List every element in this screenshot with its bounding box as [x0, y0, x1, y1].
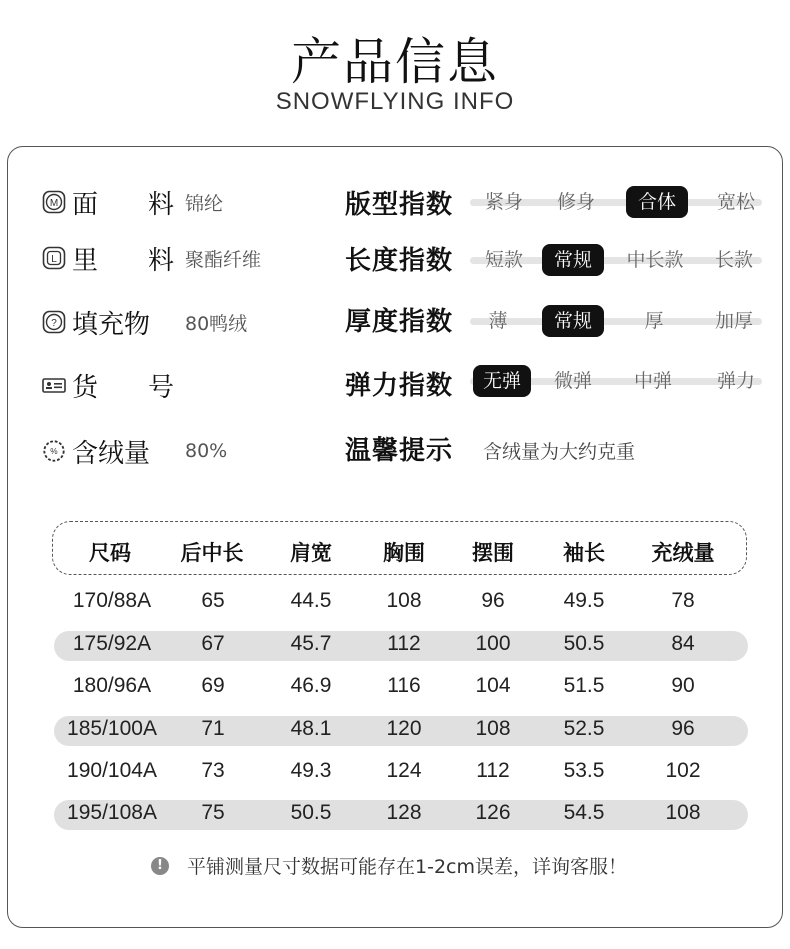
table-cell: 65 — [201, 589, 225, 612]
table-cell: 73 — [201, 759, 225, 782]
table-cell: 112 — [476, 759, 510, 782]
table-cell: 104 — [475, 674, 511, 697]
attr-label: 里 — [72, 245, 99, 276]
scale-option: 薄 — [488, 310, 508, 332]
table-cell: 190/104A — [67, 759, 157, 782]
attr-label: 面 — [72, 189, 99, 220]
table-cell: 108 — [386, 589, 422, 612]
index-name: 长度指数 — [345, 245, 454, 276]
scale-option: 弹力 — [716, 370, 755, 392]
scale-option: 短款 — [484, 249, 523, 271]
table-cell: 49.5 — [563, 589, 605, 612]
svg-text:L: L — [51, 254, 57, 265]
attr-value: 聚酯纤维 — [185, 248, 262, 271]
table-cell: 45.7 — [290, 632, 332, 655]
thickness-scale — [470, 301, 762, 341]
svg-text:M: M — [49, 198, 59, 209]
attr-value: 80% — [185, 440, 228, 462]
table-cell: 67 — [201, 632, 225, 655]
attr-label: 料 — [147, 245, 174, 276]
table-cell: 128 — [386, 801, 422, 824]
scale-option-selected: 无弹 — [473, 365, 531, 397]
l-square-icon — [42, 246, 66, 270]
table-cell: 84 — [671, 632, 695, 655]
index-name: 厚度指数 — [345, 306, 454, 337]
table-header-sleeve: 袖长 — [563, 541, 605, 565]
index-fit — [345, 182, 465, 222]
table-cell: 71 — [201, 717, 225, 740]
warm-tip-text: 含绒量为大约克重 — [483, 441, 636, 463]
attr-label: 含绒量 — [72, 438, 151, 469]
table-cell: 185/100A — [67, 717, 157, 740]
table-cell: 116 — [387, 674, 421, 697]
table-cell: 108 — [475, 717, 511, 740]
table-cell: 52.5 — [563, 717, 605, 740]
table-cell: 100 — [475, 632, 511, 655]
scale-option: 宽松 — [716, 191, 755, 213]
attr-fabric — [42, 182, 224, 222]
table-cell: 50.5 — [563, 632, 605, 655]
scale-option-selected: 常规 — [542, 244, 604, 276]
fit-scale — [470, 182, 762, 222]
table-header-hem: 摆围 — [472, 541, 514, 565]
table-cell: 69 — [201, 674, 225, 697]
attr-label: 填充物 — [72, 309, 151, 340]
page-subtitle: SNOWFLYING INFO — [275, 88, 515, 115]
table-cell: 48.1 — [290, 717, 332, 740]
table-cell: 54.5 — [563, 801, 605, 824]
exclamation-icon: ! — [151, 857, 169, 875]
scale-option: 中弹 — [633, 370, 672, 392]
note-text: 平铺测量尺寸数据可能存在1-2cm误差，详询客服！ — [187, 856, 627, 878]
table-cell: 50.5 — [290, 801, 332, 824]
question-box-icon — [42, 310, 66, 334]
table-cell: 170/88A — [72, 589, 152, 612]
index-warm-tip — [345, 428, 465, 468]
attr-value: 锦纶 — [185, 192, 224, 215]
table-header-fill: 充绒量 — [651, 541, 715, 565]
table-cell: 108 — [665, 801, 701, 824]
scale-option-selected: 合体 — [626, 186, 688, 218]
table-cell: 96 — [481, 589, 505, 612]
attr-item-number — [42, 365, 174, 405]
percent-circle-icon — [42, 439, 66, 463]
table-header-back-length: 后中长 — [180, 541, 244, 565]
page-title: 产品信息 — [291, 33, 499, 91]
length-scale — [470, 240, 762, 280]
table-cell: 120 — [386, 717, 422, 740]
scale-option: 修身 — [556, 191, 595, 213]
table-header-size: 尺码 — [89, 541, 131, 565]
table-cell: 175/92A — [72, 632, 152, 655]
scale-option: 紧身 — [484, 191, 523, 213]
table-cell: 195/108A — [67, 801, 157, 824]
table-cell: 51.5 — [563, 674, 605, 697]
elasticity-scale — [470, 361, 762, 401]
table-cell: 90 — [671, 674, 695, 697]
scale-option: 微弹 — [553, 370, 592, 392]
attr-value: 80鸭绒 — [185, 312, 248, 335]
index-name: 温馨提示 — [345, 435, 454, 466]
table-cell: 75 — [201, 801, 225, 824]
table-header-shoulder: 肩宽 — [290, 541, 332, 565]
scale-option: 加厚 — [714, 310, 753, 332]
table-cell: 180/96A — [72, 674, 152, 697]
table-cell: 46.9 — [290, 674, 332, 697]
index-elasticity — [345, 363, 465, 403]
attr-label: 号 — [147, 372, 174, 403]
scale-option: 长款 — [714, 249, 753, 271]
scale-option: 厚 — [644, 310, 664, 332]
table-cell: 49.3 — [290, 759, 332, 782]
table-cell: 96 — [671, 717, 695, 740]
table-cell: 102 — [665, 759, 701, 782]
measurement-note — [151, 852, 627, 879]
id-card-icon — [42, 373, 66, 397]
index-thickness — [345, 299, 465, 339]
table-cell: 53.5 — [563, 759, 605, 782]
table-cell: 124 — [386, 759, 422, 782]
svg-text:%: % — [50, 446, 58, 457]
scale-option: 中长款 — [626, 249, 684, 271]
table-cell: 44.5 — [290, 589, 332, 612]
attr-label: 货 — [72, 372, 99, 403]
table-cell: 78 — [671, 589, 695, 612]
svg-text:?: ? — [51, 318, 57, 329]
index-name: 弹力指数 — [345, 370, 454, 401]
attr-label: 料 — [147, 189, 174, 220]
m-circle-icon — [42, 190, 66, 214]
table-cell: 112 — [387, 632, 421, 655]
index-length — [345, 238, 465, 278]
attr-filling — [42, 302, 248, 342]
scale-option-selected: 常规 — [542, 305, 604, 337]
attr-down-content — [42, 431, 228, 471]
index-name: 版型指数 — [345, 189, 454, 220]
table-cell: 126 — [475, 801, 511, 824]
table-header-chest: 胸围 — [383, 541, 425, 565]
attr-lining — [42, 238, 262, 278]
